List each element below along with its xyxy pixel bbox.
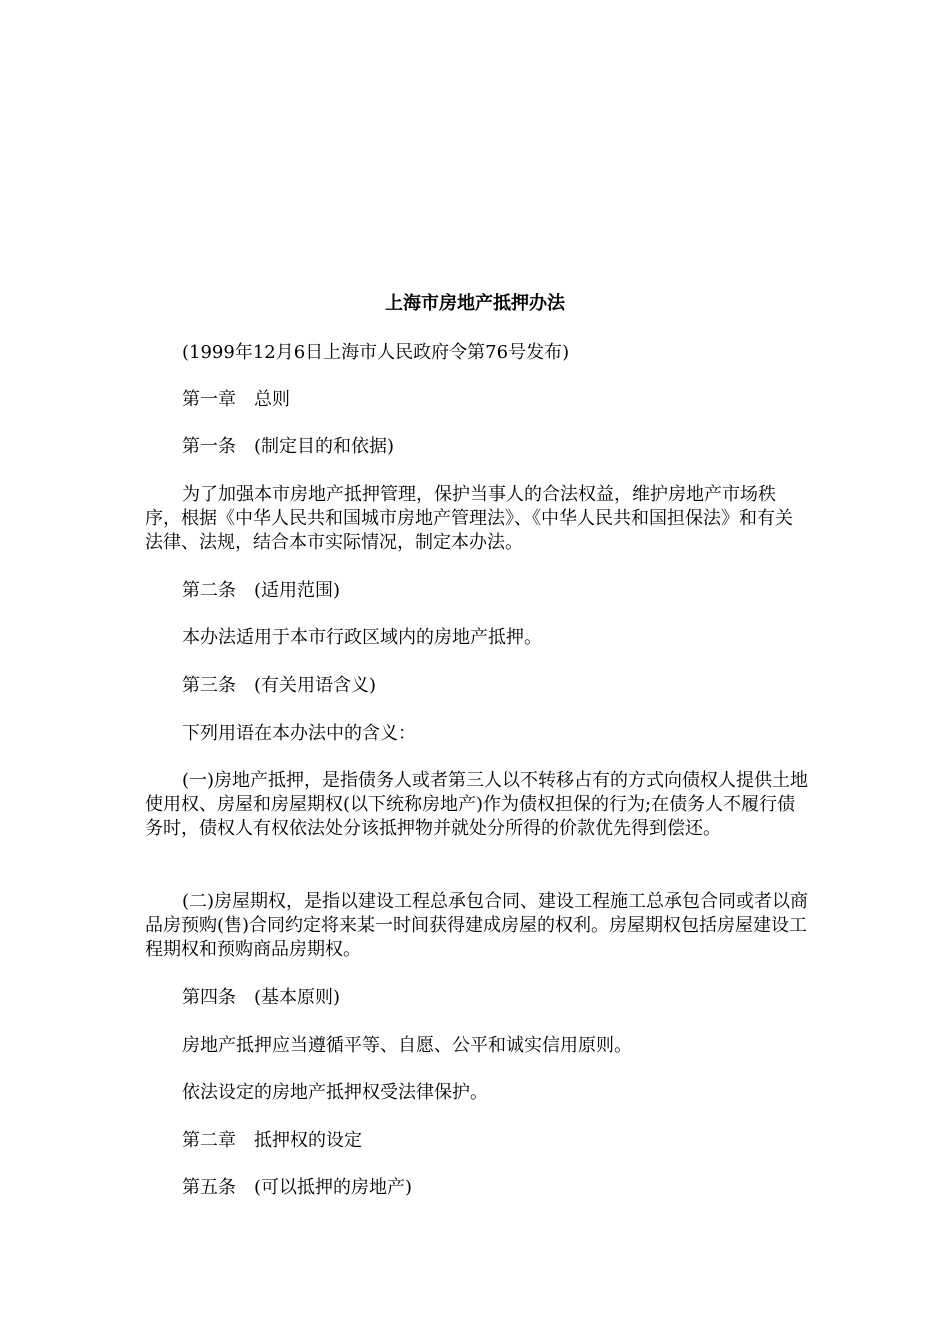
article-heading: 第五条 (可以抵押的房地产) xyxy=(182,1177,413,1198)
article-body: 为了加强本市房地产抵押管理，保护当事人的合法权益，维护房地产市场秩序，根据《中华人民共和国城市房地产管理法》、《中华人民共和国担保法》和有关法律、法规，结合本市实际情况，制定本办法。 xyxy=(145,484,793,553)
document-title: 上海市房地产抵押办法 xyxy=(385,293,565,314)
article-heading: 第四条 (基本原则) xyxy=(182,987,341,1008)
article-heading: 第三条 (有关用语含义) xyxy=(182,675,377,696)
article-heading: 第一条 (制定目的和依据) xyxy=(182,436,395,457)
article-body: 本办法适用于本市行政区域内的房地产抵押。 xyxy=(182,627,542,648)
issuance-note: (1999年12月6日上海市人民政府令第76号发布) xyxy=(182,342,570,363)
article-heading: 第二条 (适用范围) xyxy=(182,580,341,601)
article-clause: (一)房地产抵押，是指债务人或者第三人以不转移占有的方式向债权人提供土地使用权、房屋和房屋期权(以下统称房地产)作为债权担保的行为;在债务人不履行债务时，债权人有权依法处分该抵押物并就处分所得的价款优先得到偿还。 xyxy=(145,770,809,839)
chapter-heading: 第二章 抵押权的设定 xyxy=(182,1130,362,1151)
article-body: 依法设定的房地产抵押权受法律保护。 xyxy=(182,1082,488,1103)
chapter-heading: 第一章 总则 xyxy=(182,389,290,410)
article-clause: (二)房屋期权，是指以建设工程总承包合同、建设工程施工总承包合同或者以商品房预购(售)合同约定将来某一时间获得建成房屋的权利。房屋期权包括房屋建设工程期权和预购商品房期权。 xyxy=(145,891,809,960)
article-body: 下列用语在本办法中的含义： xyxy=(182,723,416,744)
article-body: 房地产抵押应当遵循平等、自愿、公平和诚实信用原则。 xyxy=(182,1035,632,1056)
